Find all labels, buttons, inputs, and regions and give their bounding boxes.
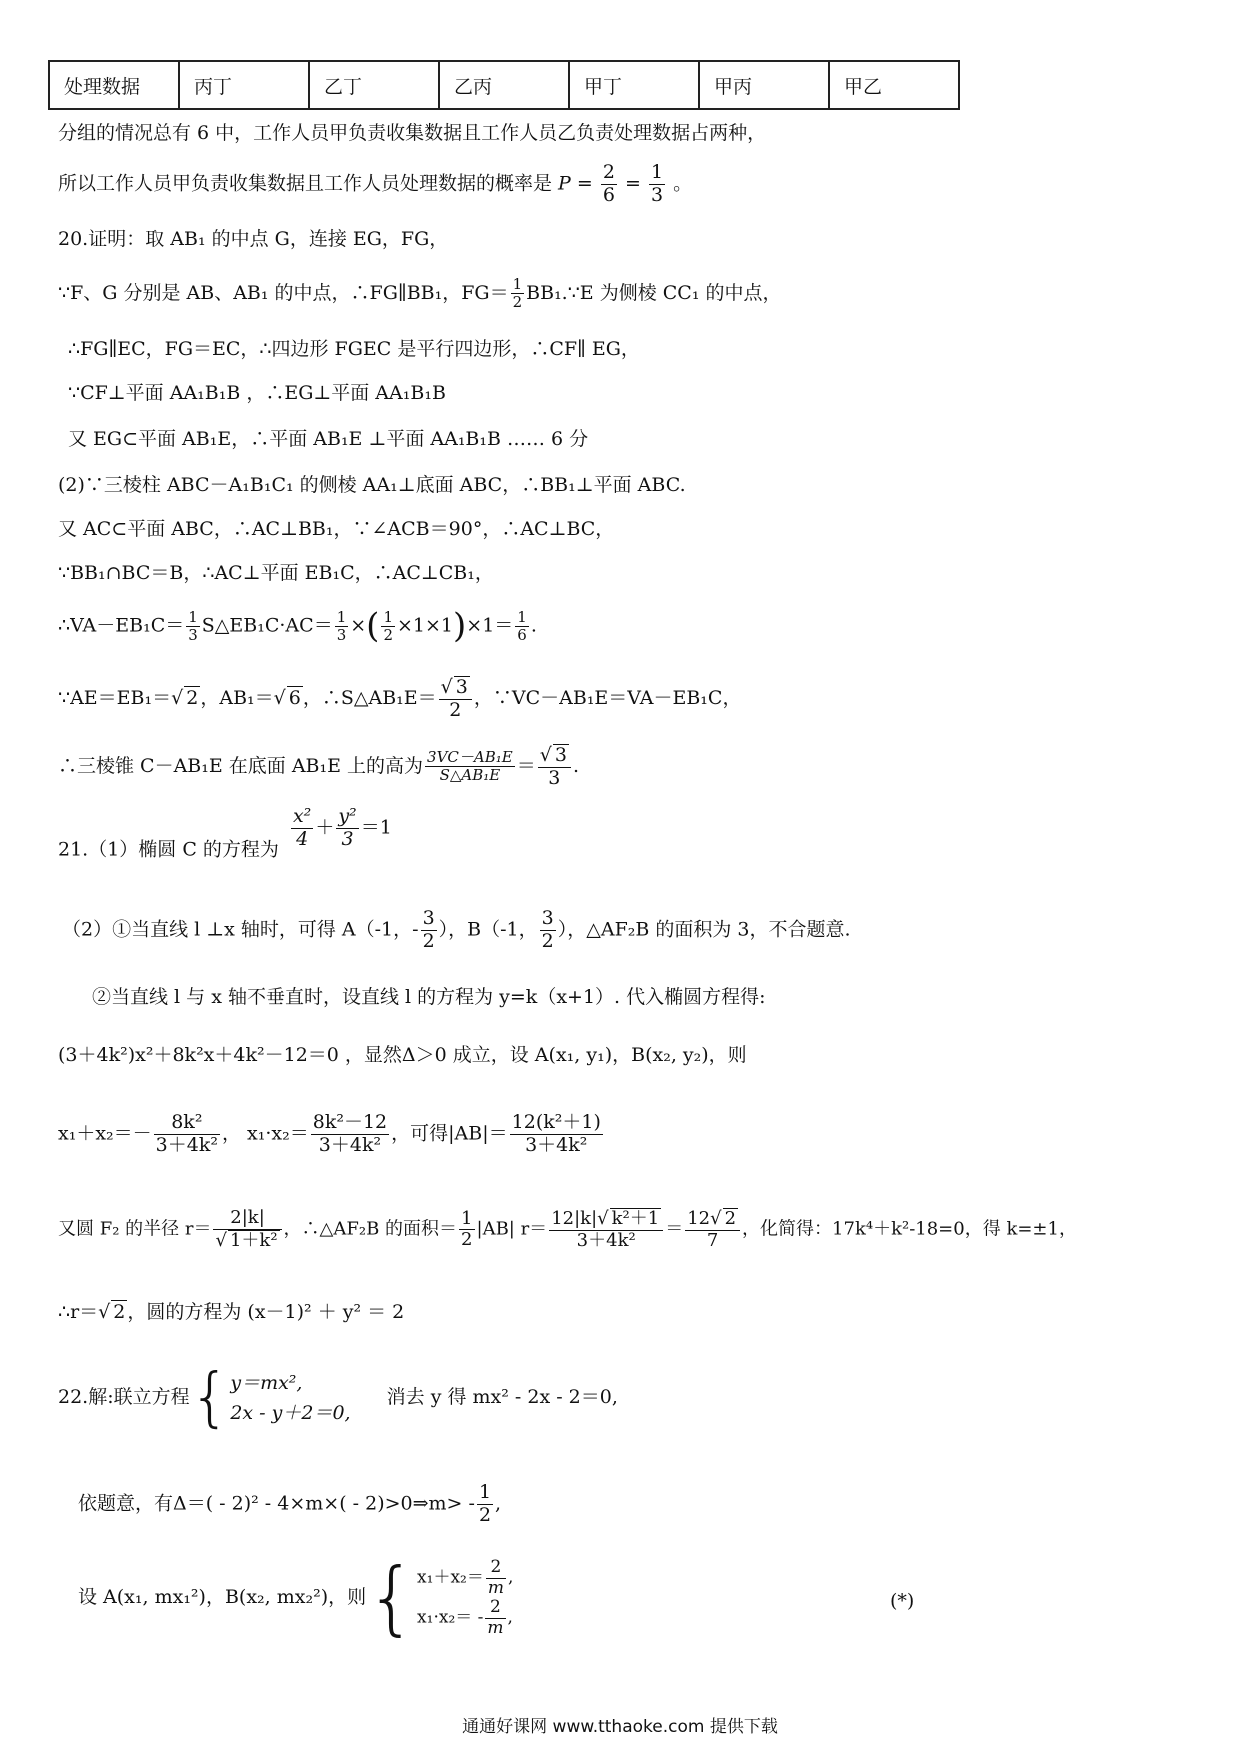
equation-text: x₁·x₂＝ - bbox=[417, 1607, 484, 1628]
table-cell: 甲乙 bbox=[829, 61, 959, 109]
table-cell: 甲丁 bbox=[569, 61, 699, 109]
q21-line-7: ∴r＝√ 2 ，圆的方程为 (x－1)² ＋ y² ＝ 2 bbox=[58, 1301, 405, 1323]
q20-text: ，∵VC－AB₁E＝VA－EB₁C， bbox=[473, 686, 742, 709]
q21-text: ＝ bbox=[665, 1218, 684, 1240]
fraction bbox=[213, 1208, 281, 1251]
sqrt-radicand: 2 bbox=[186, 686, 199, 709]
fraction bbox=[601, 162, 617, 207]
fraction bbox=[336, 806, 358, 851]
fraction bbox=[540, 908, 556, 953]
table-cell: 丙丁 bbox=[179, 61, 309, 109]
numerator: √ 3 bbox=[539, 744, 567, 766]
sqrt-radicand: 6 bbox=[288, 686, 301, 709]
numerator: y² bbox=[338, 805, 357, 827]
q20-line-5: 又 EG⊂平面 AB₁E，∴平面 AB₁E ⊥平面 AA₁B₁B …… 6 分 bbox=[68, 428, 589, 450]
numerator: 2 bbox=[602, 161, 615, 183]
q20-text: ∵F、G 分别是 AB、AB₁ 的中点，∴FG∥BB₁，FG＝ bbox=[58, 281, 509, 304]
table-cell: 甲丙 bbox=[699, 61, 829, 109]
q21-text: |AB| r＝ bbox=[476, 1218, 548, 1240]
fraction bbox=[154, 1112, 220, 1157]
q22-line-3 bbox=[78, 1551, 1240, 1645]
q20-text: S△EB₁C·AC＝ bbox=[201, 614, 333, 637]
numerator: 12|k|√ k²＋1 bbox=[551, 1208, 660, 1229]
numerator: 2 bbox=[490, 1597, 501, 1618]
fraction bbox=[685, 1208, 740, 1251]
q21-text: （2）①当直线 l ⊥x 轴时，可得 A（-1，- bbox=[62, 918, 419, 941]
q21-line-6 bbox=[58, 1208, 1240, 1251]
fraction bbox=[477, 1482, 493, 1527]
table-header-cell: 处理数据 bbox=[49, 61, 179, 109]
q20-line-10: ∵AE＝EB₁＝√ 2 ，AB₁＝√ 6 ，∴S△AB₁E＝ $\frac{√ 3}{2}$ ，∵VC－AB₁E＝VA－EB₁C， bbox=[58, 676, 742, 721]
q21-line-5 bbox=[58, 1112, 1240, 1157]
numerator: 1 bbox=[336, 607, 347, 626]
table-cell: 乙丙 bbox=[439, 61, 569, 109]
q21-line-3: ②当直线 l 与 x 轴不垂直时，设直线 l 的方程为 y=k（x+1）. 代入椭圆方程得: bbox=[92, 986, 766, 1008]
q20-text: ＝ bbox=[516, 754, 536, 777]
q20-text: ∵AE＝EB₁＝ bbox=[58, 686, 172, 709]
numerator: 2|k| bbox=[230, 1207, 265, 1228]
q21-text: ＝1 bbox=[360, 816, 392, 839]
q22-text: , bbox=[495, 1492, 502, 1515]
numerator: x² bbox=[292, 805, 312, 827]
table-cell: 乙丁 bbox=[309, 61, 439, 109]
q22-text: 消去 y 得 mx² - 2x - 2＝0, bbox=[386, 1386, 618, 1408]
q19-line-1: 分组的情况总有 6 中，工作人员甲负责收集数据且工作人员乙负责处理数据占两种， bbox=[58, 122, 767, 144]
q20-line-8: ∵BB₁∩BC＝B，∴AC⊥平面 EB₁C，∴AC⊥CB₁， bbox=[58, 562, 494, 584]
q21-text: ），B（-1， bbox=[438, 918, 538, 941]
q21-text: ，可得|AB|＝ bbox=[391, 1122, 508, 1145]
equation-system bbox=[417, 1558, 513, 1638]
fraction bbox=[459, 1209, 474, 1251]
q21-line-4: (3＋4k²)x²＋8k²x＋4k²－12＝0 ，显然Δ＞0 成立，设 A(x₁, y₁)，B(x₂, y₂)，则 bbox=[58, 1044, 747, 1066]
fraction bbox=[649, 162, 665, 207]
q21-text: ， x₁·x₂＝ bbox=[221, 1122, 309, 1145]
q20-line-7: 又 AC⊂平面 ABC，∴AC⊥BB₁，∵∠ACB＝90°，∴AC⊥BC， bbox=[58, 518, 615, 540]
denominator: m bbox=[487, 1617, 504, 1638]
q22-text: 22.解:联立方程 bbox=[58, 1386, 190, 1408]
numerator: 1 bbox=[517, 607, 527, 626]
numerator: 3 bbox=[422, 907, 435, 929]
denominator: 6 bbox=[517, 625, 527, 644]
system-brace: { bbox=[366, 1551, 418, 1645]
denominator: 3 bbox=[336, 625, 347, 644]
denominator: S△AB₁E bbox=[425, 766, 515, 784]
q21-line-2 bbox=[62, 908, 1240, 953]
fraction bbox=[421, 908, 437, 953]
q20-line-6: (2)∵三棱柱 ABC－A₁B₁C₁ 的侧棱 AA₁⊥底面 ABC，∴BB₁⊥平面 ABC. bbox=[58, 474, 686, 496]
q21-text: x₁＋x₂＝－ bbox=[58, 1122, 152, 1145]
denominator: 2 bbox=[422, 929, 435, 952]
numerator-part: 12 bbox=[687, 1208, 711, 1229]
table-row bbox=[49, 61, 959, 109]
sqrt-radicand: 3 bbox=[455, 676, 468, 698]
numerator-part: 12|k| bbox=[551, 1208, 598, 1229]
system-brace: { bbox=[189, 1361, 231, 1435]
fraction bbox=[486, 1558, 506, 1598]
q20-text: ，AB₁＝ bbox=[200, 686, 274, 709]
denominator: 3 bbox=[538, 767, 571, 790]
grouping-table bbox=[48, 60, 960, 110]
denominator: 3＋4k² bbox=[549, 1230, 663, 1252]
numerator: 1 bbox=[461, 1207, 473, 1229]
q20-line-4: ∵CF⊥平面 AA₁B₁B ，∴EG⊥平面 AA₁B₁B bbox=[68, 382, 446, 404]
denominator: 3＋4k² bbox=[155, 1133, 218, 1156]
denominator: 3 bbox=[336, 828, 358, 851]
sqrt-radicand: 2 bbox=[113, 1301, 126, 1323]
fraction bbox=[549, 1208, 663, 1251]
numerator: 8k²－12 bbox=[312, 1111, 388, 1133]
q21-text: ，∴△AF₂B 的面积＝ bbox=[283, 1218, 458, 1240]
sqrt-radicand: 1＋k² bbox=[229, 1229, 278, 1251]
denominator: 2 bbox=[439, 699, 472, 722]
q21-text: ，化简得：17k⁴＋k²-18=0，得 k=±1， bbox=[742, 1218, 1077, 1240]
denominator: √ 1＋k² bbox=[213, 1229, 281, 1252]
denominator: 6 bbox=[602, 183, 615, 206]
q19-text: 所以工作人员甲负责收集数据且工作人员处理数据的概率是 bbox=[58, 172, 559, 195]
equation-text: x₁＋x₂＝ bbox=[417, 1567, 484, 1588]
numerator: 1 bbox=[383, 607, 393, 626]
denominator: m bbox=[487, 1577, 504, 1598]
equation-system bbox=[230, 1368, 350, 1429]
fraction bbox=[515, 609, 529, 645]
denominator: 2 bbox=[461, 1229, 473, 1251]
system-equation bbox=[417, 1598, 513, 1638]
q20-text: . bbox=[572, 754, 579, 777]
q20-line-1: 20.证明：取 AB₁ 的中点 G，连接 EG，FG， bbox=[58, 228, 449, 250]
fraction bbox=[511, 276, 525, 312]
fraction bbox=[335, 609, 349, 645]
fraction bbox=[291, 806, 313, 851]
denominator: 2 bbox=[541, 929, 554, 952]
q22-line-1 bbox=[58, 1361, 1240, 1435]
system-equation: y＝mx², bbox=[230, 1371, 303, 1394]
q20-text: ∴VA－EB₁C＝ bbox=[58, 614, 185, 637]
q21-text: ∴r＝ bbox=[58, 1301, 99, 1323]
denominator: 2 bbox=[383, 625, 393, 644]
fraction bbox=[439, 676, 472, 722]
denominator: 3＋4k² bbox=[311, 1134, 389, 1157]
fraction bbox=[538, 744, 571, 790]
denominator: 2 bbox=[478, 1503, 492, 1526]
q20-line-9: ∴VA－EB₁C＝ $\frac{1}{3}$ S△EB₁C·AC＝ $\frac{1}{3}$ ×( $\frac{1}{2}$ ×1×1)×1＝ $\frac{1}{6}$ . bbox=[58, 606, 537, 646]
fraction bbox=[381, 609, 395, 645]
numerator: 1 bbox=[650, 161, 664, 183]
numerator: 3VC－AB₁E bbox=[427, 748, 513, 767]
system-equation bbox=[417, 1558, 513, 1598]
q22-text: 设 A(x₁, mx₁²)，B(x₂, mx₂²)，则 bbox=[78, 1586, 367, 1609]
equation-text: , bbox=[507, 1567, 514, 1588]
q20-line-3: ∴FG∥EC，FG＝EC，∴四边形 FGEC 是平行四边形，∴CF∥ EG， bbox=[68, 338, 640, 360]
denominator: 3 bbox=[650, 183, 664, 206]
denominator: 7 bbox=[685, 1230, 740, 1252]
fraction bbox=[425, 749, 515, 785]
sqrt-radicand: 2 bbox=[724, 1208, 737, 1229]
q20-text: BB₁.∵E 为侧棱 CC₁ 的中点， bbox=[526, 281, 782, 304]
q20-text: ×1＝ bbox=[466, 614, 514, 637]
q20-text: × bbox=[350, 614, 367, 637]
q20-text: ∴三棱锥 C－AB₁E 在底面 AB₁E 上的高为 bbox=[58, 754, 424, 777]
numerator: 1 bbox=[512, 275, 523, 293]
numerator: 1 bbox=[188, 607, 198, 626]
numerator: 3 bbox=[541, 907, 554, 929]
probability-symbol: P bbox=[558, 172, 571, 195]
page-footer: 通通好课网 www.tthaoke.com 提供下载 bbox=[462, 1717, 778, 1737]
numerator: 2 bbox=[490, 1557, 502, 1577]
q20-text: ，∴S△AB₁E＝ bbox=[302, 686, 437, 709]
q21-text: 21.（1）椭圆 C 的方程为 bbox=[58, 838, 279, 861]
equation-tag: (*) bbox=[890, 1590, 915, 1612]
denominator: 2 bbox=[512, 293, 523, 312]
q21-text: ），△AF₂B 的面积为 3，不合题意. bbox=[557, 918, 851, 941]
q19-line-2: 所以工作人员甲负责收集数据且工作人员处理数据的概率是 P = $\frac{2}{6}$ = $\frac{1}{3}$ 。 bbox=[58, 161, 693, 206]
q20-line-2 bbox=[58, 276, 1240, 312]
q21-text: 又圆 F₂ 的半径 r＝ bbox=[58, 1218, 212, 1240]
sqrt-radicand: 3 bbox=[554, 744, 567, 766]
sqrt-radicand: k²＋1 bbox=[611, 1208, 660, 1229]
numerator: 8k² bbox=[171, 1111, 203, 1133]
fraction bbox=[186, 609, 200, 645]
numerator: √ 3 bbox=[440, 676, 468, 698]
q21-text: ，圆的方程为 (x－1)² ＋ y² ＝ 2 bbox=[127, 1301, 405, 1323]
q20-text: ×1×1 bbox=[396, 614, 454, 637]
system-equation: 2x - y＋2＝0, bbox=[230, 1402, 351, 1424]
equation-text: , bbox=[507, 1607, 513, 1628]
q22-line-2 bbox=[78, 1482, 1240, 1527]
denominator: 4 bbox=[291, 828, 313, 851]
denominator: 3＋4k² bbox=[510, 1134, 603, 1157]
q22-text: 依题意，有Δ＝( - 2)² - 4×m×( - 2)>0⇒m> - bbox=[78, 1492, 475, 1515]
denominator: 3 bbox=[188, 625, 198, 644]
fraction bbox=[485, 1598, 505, 1638]
fraction bbox=[311, 1112, 389, 1157]
numerator: 12√ 2 bbox=[687, 1208, 737, 1229]
q21-line-1: 21.（1）椭圆 C 的方程为 $\frac{\text{x²}}{4}$ ＋ $\frac{\text{y²}}{3}$ ＝1 bbox=[58, 805, 392, 861]
numerator: 12(k²＋1) bbox=[511, 1111, 601, 1133]
q20-text: . bbox=[530, 614, 537, 637]
q19-text-end: 。 bbox=[673, 172, 693, 195]
numerator: 1 bbox=[478, 1481, 492, 1503]
q20-line-11 bbox=[58, 744, 1240, 790]
fraction bbox=[510, 1112, 603, 1157]
